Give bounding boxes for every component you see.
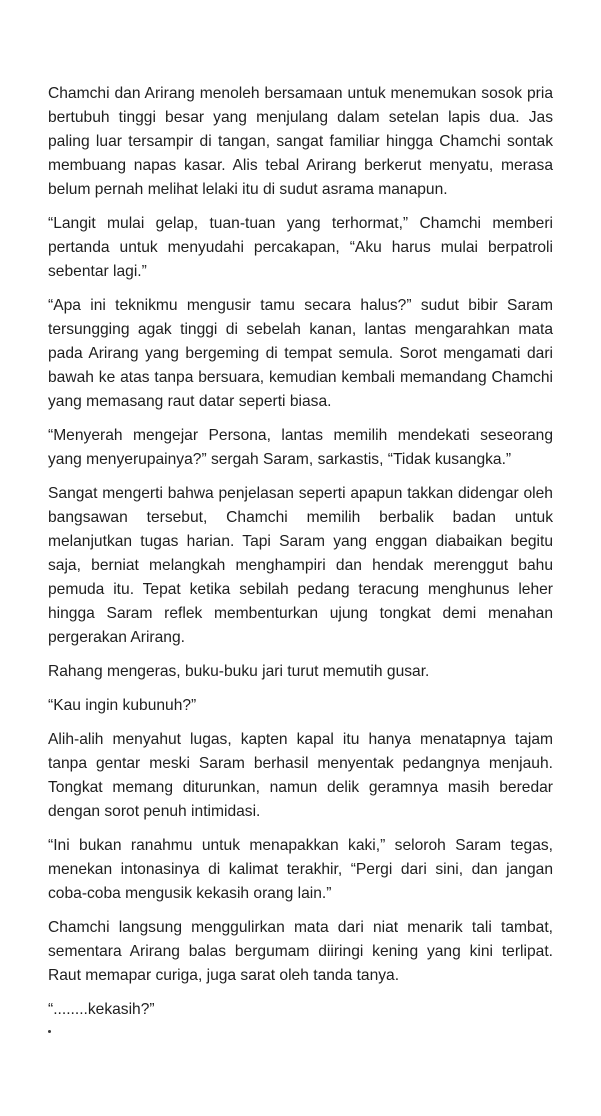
paragraph: “Apa ini teknikmu mengusir tamu secara halus?” sudut bibir Saram tersungging agak tinggi di sebelah kanan, lantas mengarahkan mata pada Arirang yang bergeming di tempat semula. Sorot mengamati dari bawah ke atas tanpa bersuara, kemudian kembali memandang Chamchi yang memasang raut datar seperti biasa. (48, 297, 553, 410)
paragraph: Chamchi langsung menggulirkan mata dari niat menarik tali tambat, sementara Arirang balas bergumam diiringi kening yang kini terlipat. Raut memapar curiga, juga sarat oleh tanda tanya. (48, 919, 553, 984)
paragraph: “Kau ingin kubunuh?” (48, 697, 197, 714)
paragraph: Sangat mengerti bahwa penjelasan seperti apapun takkan didengar oleh bangsawan tersebut, Chamchi memilih berbalik badan untuk melanjutkan tugas harian. Tapi Saram yang enggan diabaikan begitu saja, berniat melangkah menghampiri dan hendak merenggut bahu pemuda itu. Tepat ketika sebilah pedang teracung menghunus leher hingga Saram reflek membenturkan ujung tongkat demi menahan pergerakan Arirang. (48, 485, 553, 646)
paragraph: “Menyerah mengejar Persona, lantas memilih mendekati seseorang yang menyerupainya?” sergah Saram, sarkastis, “Tidak kusangka.” (48, 427, 553, 468)
paragraph: “Langit mulai gelap, tuan-tuan yang terhormat,” Chamchi memberi pertanda untuk menyudahi percakapan, “Aku harus mulai berpatroli sebentar lagi.” (48, 215, 553, 280)
paragraph: Alih-alih menyahut lugas, kapten kapal itu hanya menatapnya tajam tanpa gentar meski Saram berhasil menyentak pedangnya menjauh. Tongkat memang diturunkan, namun delik geramnya masih beredar dengan sorot penuh intimidasi. (48, 731, 553, 820)
paragraph: “Ini bukan ranahmu untuk menapakkan kaki,” seloroh Saram tegas, menekan intonasinya di kalimat terakhir, “Pergi dari sini, dan jangan coba-coba mengusik kekasih orang lain.” (48, 837, 553, 902)
end-dot-mark (48, 1030, 51, 1033)
story-text-body (48, 82, 553, 1032)
paragraph: Chamchi dan Arirang menoleh bersamaan untuk menemukan sosok pria bertubuh tinggi besar yang menjulang dalam setelan lapis dua. Jas paling luar tersampir di tangan, sangat familiar hingga Chamchi sontak membuang napas kasar. Alis tebal Arirang berkerut menyatu, merasa belum pernah melihat lelaki itu di sudut asrama manapun. (48, 85, 553, 198)
paragraph: “........kekasih?” (48, 1001, 155, 1018)
paragraph: Rahang mengeras, buku-buku jari turut memutih gusar. (48, 663, 430, 680)
